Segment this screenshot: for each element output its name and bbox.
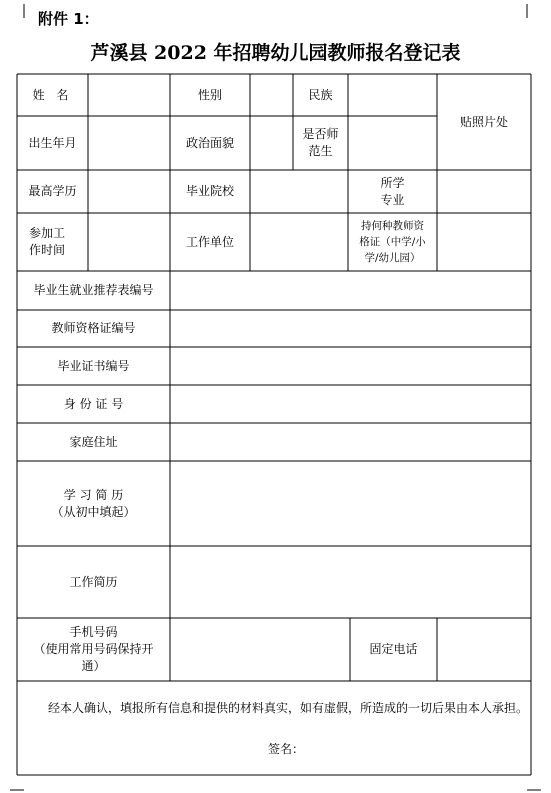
signature-label: 签名： [268, 742, 305, 756]
form-title: 芦溪县 2022 年招聘幼儿园教师报名登记表 [90, 42, 461, 64]
field-education[interactable] [88, 170, 170, 213]
label-is-normal: 是否师 范生 [302, 127, 339, 158]
label-political: 政治面貌 [185, 135, 234, 150]
declaration-text: 经本人确认，填报所有信息和提供的材料真实，如有虚假，所造成的一切后果由本人承担。 [48, 701, 529, 715]
field-landline[interactable] [437, 618, 531, 681]
label-work-history: 工作简历 [69, 574, 118, 589]
field-id-no[interactable] [170, 385, 531, 423]
label-school: 毕业院校 [185, 184, 234, 198]
label-study-history: 学 习 简 历 （从初中填起） [51, 487, 136, 519]
field-study-history[interactable] [170, 461, 531, 546]
label-work-start: 参加工 作时间 [29, 226, 66, 257]
field-recommend-no[interactable] [170, 271, 531, 310]
field-address[interactable] [170, 423, 531, 461]
label-gender: 性别 [197, 87, 222, 102]
label-name: 姓 名 [32, 87, 73, 102]
attachment-label: 附件 1： [38, 10, 99, 28]
field-school[interactable] [250, 170, 348, 213]
label-recommend-no: 毕业生就业推荐表编号 [33, 283, 154, 297]
label-ethnicity: 民族 [308, 87, 333, 102]
field-cert-no[interactable] [170, 310, 531, 347]
field-name[interactable] [88, 74, 170, 116]
field-birth[interactable] [88, 116, 170, 170]
field-diploma-no[interactable] [170, 347, 531, 385]
field-is-normal[interactable] [348, 116, 437, 170]
label-landline: 固定电话 [369, 642, 418, 656]
label-diploma-no: 毕业证书编号 [57, 358, 130, 373]
photo-area[interactable]: 贴照片处 [459, 114, 508, 129]
field-major[interactable] [437, 170, 531, 213]
field-work-history[interactable] [170, 546, 531, 618]
field-political[interactable] [250, 116, 293, 170]
label-cert-no: 教师资格证编号 [51, 321, 136, 335]
label-education: 最高学历 [28, 184, 77, 198]
label-birth: 出生年月 [28, 135, 77, 150]
label-mobile: 手机号码 （使用常用号码保持开 通） [33, 625, 154, 673]
label-id-no: 身 份 证 号 [63, 396, 124, 411]
label-major: 所学 专业 [380, 175, 405, 207]
label-employer: 工作单位 [185, 234, 234, 249]
field-mobile[interactable] [170, 618, 350, 681]
field-gender[interactable] [250, 74, 293, 116]
field-employer[interactable] [250, 213, 348, 271]
field-ethnicity[interactable] [348, 74, 437, 116]
label-address: 家庭住址 [69, 434, 118, 449]
field-cert-type[interactable] [437, 213, 531, 271]
label-cert-type: 持何种教师资 格证（中学/小 学/幼儿园） [359, 220, 426, 264]
field-work-start[interactable] [88, 213, 170, 271]
